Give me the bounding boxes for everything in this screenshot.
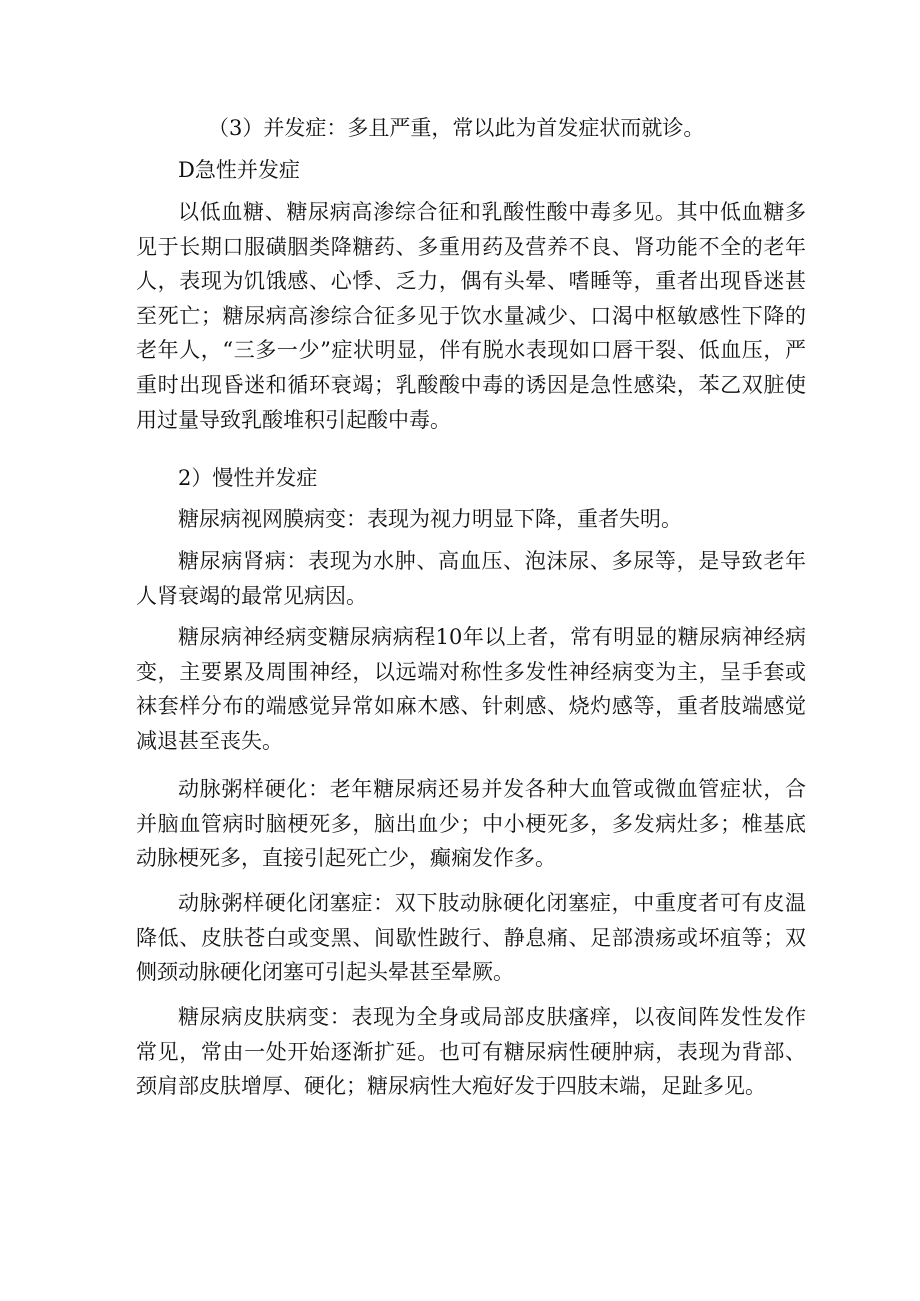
nephropathy-paragraph: 糖尿病肾病：表现为水肿、高血压、泡沫尿、多尿等，是导致老年人肾衰竭的最常见病因。 <box>136 549 806 608</box>
skin-lesion-paragraph: 糖尿病皮肤病变：表现为全身或局部皮肤瘙痒，以夜间阵发性发作常见，常由一处开始逐渐扩延。也可有糖尿病性硬肿病，表现为背部、颈肩部皮肤增厚、硬化；糖尿病性大疱好发于四肢末端，足趾多见。 <box>136 1005 806 1099</box>
atherosclerosis-paragraph: 动脉粥样硬化：老年糖尿病还易并发各种大血管或微血管症状，合并脑血管病时脑梗死多，脑出血少；中小梗死多，多发病灶多；椎基底动脉梗死多，直接引起死亡少，癫痫发作多。 <box>136 777 806 871</box>
arterial-occlusion-paragraph: 动脉粥样硬化闭塞症：双下肢动脉硬化闭塞症，中重度者可有皮温降低、皮肤苍白或变黑、间歇性跛行、静息痛、足部溃疡或坏疽等；双侧颈动脉硬化闭塞可引起头晕甚至晕厥。 <box>136 891 806 985</box>
chronic-complications-heading: 2）慢性并发症 <box>178 466 318 490</box>
acute-complications-heading: D急性并发症 <box>178 158 300 182</box>
neuropathy-paragraph: 糖尿病神经病变糖尿病病程10年以上者，常有明显的糖尿病神经病变，主要累及周围神经，以远端对称性多发性神经病变为主，呈手套或袜套样分布的端感觉异常如麻木感、针刺感、烧灼感等，重者肢端感觉减退甚至丧失。 <box>136 625 806 753</box>
complication-item-3: （3）并发症：多且严重，常以此为首发症状而就诊。 <box>208 116 705 140</box>
document-page <box>136 0 806 1301</box>
retinopathy-paragraph: 糖尿病视网膜病变：表现为视力明显下降，重者失明。 <box>178 507 682 531</box>
acute-complications-paragraph: 以低血糖、糖尿病高渗综合征和乳酸性酸中毒多见。其中低血糖多见于长期口服磺胭类降糖药、多重用药及营养不良、肾功能不全的老年人，表现为饥饿感、心悸、乏力，偶有头晕、嗜睡等，重者出现昏迷甚至死亡；糖尿病高渗综合征多见于饮水量减少、口渴中枢敏感性下降的老年人，“三多一少”症状明显，伴有脱水表现如口唇干裂、低血压，严重时出现昏迷和循环衰竭；乳酸酸中毒的诱因是急性感染，苯乙双脏使用过量导致乳酸堆积引起酸中毒。 <box>136 200 806 432</box>
